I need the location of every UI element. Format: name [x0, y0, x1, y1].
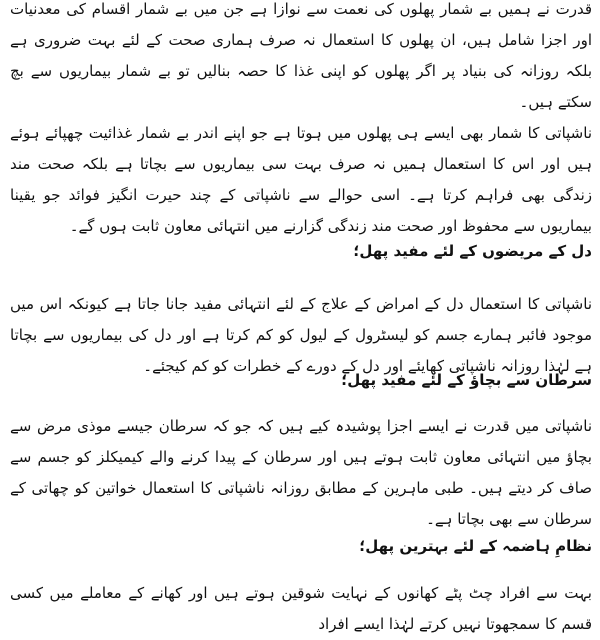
digestion-section-paragraph: بہت سے افراد چٹ پٹے کھانوں کے نہایت شوقین ہوتے ہیں اور کھانے کے معاملے میں کسی قسم کا سمجھوتا نہیں کرتے لہٰذا ایسے افراد [10, 584, 592, 633]
intro-paragraph: قدرت نے ہمیں بے شمار پھلوں کی نعمت سے نوازا ہے جن میں بے شمار اقسام کی معدنیات اور اجزا شامل ہیں، ان پھلوں کا استعمال نہ صرف ہماری صحت کے لئے بہت ضروری ہے بلکہ روزانہ کی بنیاد پر اگر پھلوں کو اپنی غذا کا حصہ بنالیں تو بے شمار بیماریوں سے بچ سکتے ہیں۔ [10, 0, 592, 111]
heart-section-heading: دل کے مریضوں کے لئے مفید پھل؛ [353, 242, 592, 260]
cancer-section-heading: سرطان سے بچاؤ کے لئے مفید پھل؛ [341, 371, 592, 389]
digestion-section-heading: نظامِ ہاضمہ کے لئے بہترین پھل؛ [359, 537, 592, 555]
pear-intro-paragraph: ناشپاتی کا شمار بھی ایسے ہی پھلوں میں ہوتا ہے جو اپنے اندر بے شمار غذائیت چھپائے ہوئے ہیں اور اس کا استعمال ہمیں نہ صرف بہت سی بیماریوں سے بچاتا ہے بلکہ صحت مند زندگی بھی فراہم کرتا ہے۔ اسی حوالے سے ناشپاتی کے چند حیرت انگیز فوائد جو یقینا بیماریوں سے محفوظ اور صحت مند زندگی گزارنے میں انتہائی معاون ثابت ہوں گے۔ [10, 124, 592, 235]
heart-section-paragraph: ناشپاتی کا استعمال دل کے امراض کے علاج کے لئے انتہائی مفید جانا جاتا ہے کیونکہ اس میں موجود فائبر ہمارے جسم کو لیسٹرول کے لیول کو کم کرتا ہے اور دل کی بیماریوں سے بچاتا ہے لہٰذا روزانہ ناشپاتی کھایئے اور دل کے دورے کے خطرات کو کم کیجئے۔ [10, 295, 592, 375]
cancer-section-paragraph: ناشپاتی میں قدرت نے ایسے اجزا پوشیدہ کیے ہیں کہ جو کہ سرطان جیسے موذی مرض سے بچاؤ میں انتہائی معاون ثابت ہوتے ہیں اور سرطان کے پیدا کرنے والے کیمیکلز کو جسم سے صاف کر دیتے ہیں۔ طبی ماہرین کے مطابق روزانہ ناشپاتی کا استعمال خواتین کو چھاتی کے سرطان سے بھی بچاتا ہے۔ [10, 417, 592, 528]
